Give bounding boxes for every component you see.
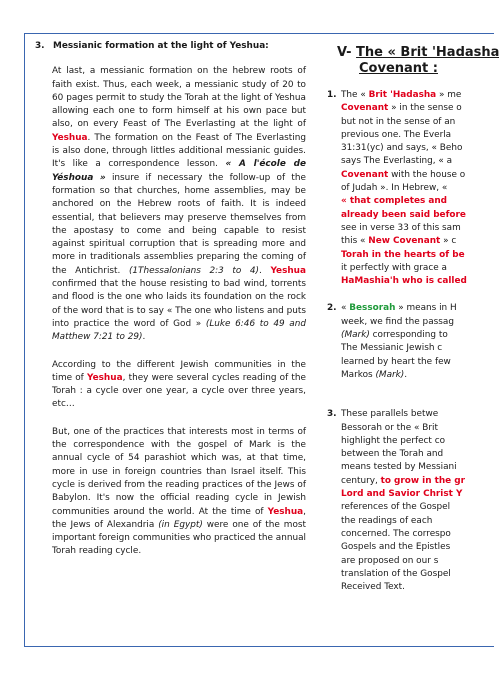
- text-run: are proposed on our s: [341, 555, 439, 566]
- text-run: but not in the sense of an: [341, 116, 456, 127]
- section-title: [35, 40, 306, 53]
- text-run: with the house o: [388, 169, 466, 180]
- list-item-line: [327, 235, 487, 248]
- text-run: references of the Gospel: [341, 502, 451, 513]
- text-run: century,: [341, 475, 381, 486]
- text-run: .: [259, 265, 271, 276]
- paragraph-cycle: [52, 426, 306, 559]
- text-run: , they were several cycles reading of the Torah : a cycle over one year, a cycle over three years, etc…: [52, 372, 306, 410]
- red-highlight: Covenant: [341, 169, 389, 180]
- list-item-line: [327, 316, 487, 329]
- red-highlight: Brit 'Hadasha: [368, 90, 437, 100]
- italic-text: (Mark): [375, 369, 405, 380]
- yeshua-highlight: Yeshua: [87, 372, 123, 383]
- text-run: The «: [341, 90, 369, 100]
- scripture-reference: (Luke 6:46 to 49 and Matthew 7:21 to 29): [52, 318, 306, 343]
- text-run: see in verse 33 of this sam: [341, 222, 461, 233]
- text-run: » c: [440, 236, 457, 247]
- green-highlight: Bessorah: [349, 303, 396, 314]
- text-run: week, we find the passag: [341, 316, 454, 327]
- red-highlight: Torah in the hearts of be: [341, 249, 465, 260]
- yeshua-highlight: Yeshua: [270, 265, 306, 276]
- list-item-line: [327, 89, 487, 102]
- red-highlight: HaMashia'h who is called: [341, 276, 467, 287]
- chapter-heading: [337, 45, 499, 77]
- list-item-line: [327, 182, 487, 195]
- text-run: this «: [341, 236, 369, 247]
- text-run: concerned. The correspo: [341, 528, 451, 539]
- text-run: » me: [436, 90, 462, 100]
- egypt-note: (in Egypt): [158, 519, 203, 530]
- text-run: means tested by Messiani: [341, 462, 457, 473]
- text-run: .: [404, 369, 408, 380]
- text-run: » in the sense o: [388, 103, 462, 114]
- list-item-line: [327, 169, 487, 182]
- list-item-line: [327, 329, 487, 342]
- section-number: 3.: [35, 41, 45, 51]
- yeshua-highlight: Yeshua: [52, 132, 88, 143]
- paragraph-communities: [52, 359, 306, 412]
- scripture-reference: (1Thessalonians 2:3 to 4): [128, 265, 260, 276]
- paragraph-formation: [52, 65, 306, 344]
- red-highlight: already been said before: [341, 209, 466, 220]
- text-run: the readings of each: [341, 515, 433, 526]
- text-run: At last, a messianic formation on the hebrew roots of faith exist. Thus, each week, a messianic study of 20 to 60 pages permit to study the Torah at the light of Yeshua allowing each one to form himself at his own pace but also, on every Feast of The Everlasting at the light of: [52, 66, 306, 130]
- red-highlight: New Covenant: [368, 236, 441, 247]
- text-run: . The formation on the Feast of The Everlasting is also done, through littles additional messianic guides. It's like a correspondence lesson.: [52, 132, 306, 170]
- list-item-parallels: [327, 408, 487, 594]
- list-item-line: [327, 488, 487, 501]
- text-run: translation of the Gospel: [341, 568, 451, 579]
- list-item-line: [327, 422, 487, 435]
- list-item-line: [327, 581, 487, 594]
- yeshua-highlight: Yeshua: [267, 506, 304, 517]
- text-run: The Messianic Jewish c: [341, 343, 443, 354]
- text-run: between the Torah and: [341, 449, 444, 460]
- ecole-title: « A l'école de Yéshoua »: [52, 159, 306, 183]
- text-run: 31:31(yc) and says, « Beho: [341, 143, 463, 154]
- text-run: learned by heart the few: [341, 356, 451, 367]
- text-run: , the Jews of Alexandria: [52, 506, 306, 530]
- list-item-line: [327, 209, 487, 222]
- list-item-line: [327, 448, 487, 461]
- list-number: 1.: [327, 90, 337, 100]
- list-item-line: [327, 129, 487, 142]
- text-run: Received Text.: [341, 582, 405, 593]
- red-highlight: to grow in the gr: [380, 475, 466, 486]
- list-number: 3.: [327, 409, 337, 420]
- text-run: says The Everlasting, « a: [341, 156, 453, 167]
- text-run: .: [142, 332, 146, 343]
- text-run: These parallels betwe: [341, 409, 439, 420]
- text-run: Markos: [341, 369, 376, 380]
- list-item-line: [327, 435, 487, 448]
- red-highlight: Lord and Savior Christ Y: [341, 489, 463, 500]
- italic-text: (Mark): [341, 330, 370, 341]
- list-item-line: [327, 342, 487, 355]
- list-item-line: [327, 528, 487, 541]
- text-run: But, one of the practices that interests most in terms of the correspondence with the gospel of Mark is the annual cycle of 54 parashiot which was, at that time, more in use in foreign countries than Israel itself. This cycle is derived from the reading practices of the Jews of Babylon. It's now the official reading cycle in Jewish communities around the world. At the time of: [52, 426, 306, 517]
- red-highlight: Covenant: [341, 103, 389, 114]
- list-item-line: [327, 369, 487, 382]
- text-run: confirmed that the house resisting to bad wind, torrents and flood is the one who laids its foundation on the rock of the word that is to say « The one who listens and puts into practice the word of God »: [52, 279, 306, 329]
- red-highlight: « that completes and: [341, 196, 448, 207]
- section-title-text: Messianic formation at the light of Yeshua:: [53, 41, 269, 51]
- list-item-line: [327, 568, 487, 581]
- text-run: Bessorah or the « Brit: [341, 422, 438, 433]
- text-run: highlight the perfect co: [341, 435, 446, 446]
- left-column: [35, 40, 306, 573]
- list-item-line: [327, 356, 487, 369]
- list-item-line: [327, 262, 487, 275]
- list-item-line: [327, 142, 487, 155]
- text-run: it perfectly with grace a: [341, 262, 447, 273]
- text-run: of Judah ». In Hebrew, «: [341, 183, 448, 194]
- right-column: [327, 40, 499, 594]
- text-run: were one of the most important foreign communities who practiced the annual Torah reading cycle.: [52, 519, 306, 557]
- list-number: 2.: [327, 303, 337, 314]
- text-run: According to the different Jewish communities in the time of: [52, 359, 306, 383]
- list-item-line: [327, 275, 487, 288]
- text-run: Gospels and the Epistles: [341, 542, 451, 553]
- text-run: previous one. The Everla: [341, 129, 452, 140]
- heading-line-1: The « Brit 'Hadasha: [356, 45, 499, 60]
- list-item-new-covenant: [327, 89, 487, 288]
- text-run: insure if necessary the follow-up of the formation so that churches, home assemblies, may be anchored on the Hebrew roots of faith. It is indeed essential, that believers may preserve themselves from the apostasy to come and being capable to resist against spiritual corruption that is spreading more and more in traditionals assemblies preparing the coming of the Antichrist.: [52, 172, 306, 276]
- list-item-line: [327, 249, 487, 262]
- list-item-bessorah: [327, 302, 487, 382]
- text-run: » means in H: [395, 303, 457, 314]
- list-item-line: [327, 555, 487, 568]
- list-item-line: [327, 195, 487, 208]
- list-item-line: [327, 222, 487, 235]
- list-item-line: [327, 116, 487, 129]
- list-item-line: [327, 102, 487, 115]
- list-item-line: [327, 515, 487, 528]
- list-item-line: [327, 501, 487, 514]
- list-item-line: [327, 475, 487, 488]
- list-item-line: [327, 155, 487, 168]
- list-item-line: [327, 541, 487, 554]
- list-item-line: [327, 408, 487, 421]
- heading-prefix: V-: [337, 45, 357, 60]
- text-run: corresponding to: [369, 330, 448, 341]
- text-run: «: [341, 303, 350, 314]
- list-item-line: [327, 302, 487, 315]
- heading-line-2: Covenant :: [359, 61, 438, 76]
- list-item-line: [327, 461, 487, 474]
